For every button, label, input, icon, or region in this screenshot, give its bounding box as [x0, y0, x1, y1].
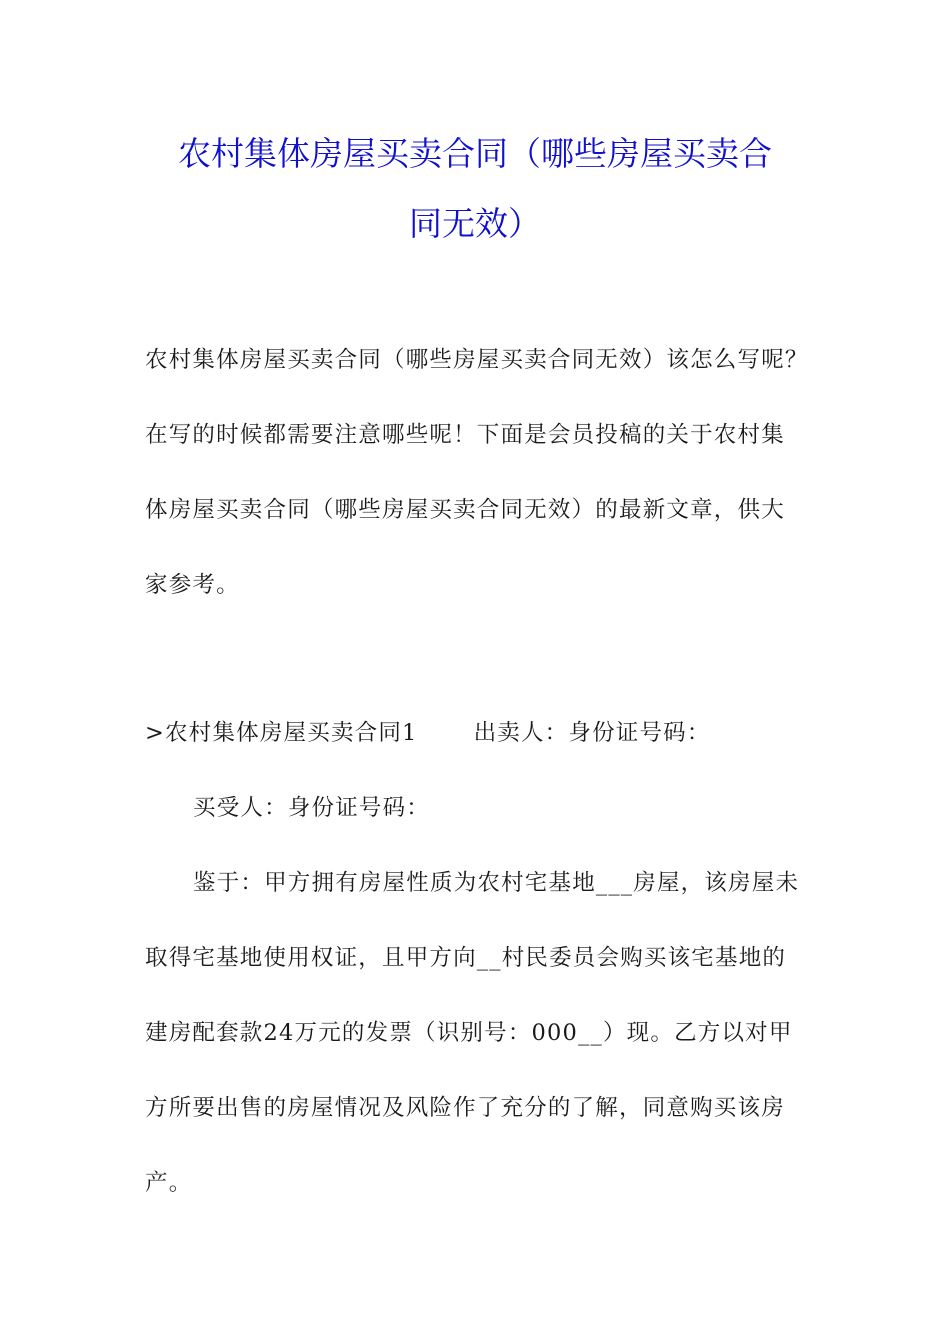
intro-line-3: 体房屋买卖合同（哪些房屋买卖合同无效）的最新文章，供大	[145, 497, 785, 523]
contract-body-line-2: 取得宅基地使用权证，且甲方向__村民委员会购买该宅基地的	[145, 945, 787, 971]
contract-body-line-3: 建房配套款24万元的发票（识别号：000__）现。乙方以对甲	[145, 1020, 793, 1046]
intro-line-4: 家参考。	[145, 572, 240, 598]
intro-line-1: 农村集体房屋买卖合同（哪些房屋买卖合同无效）该怎么写呢？	[145, 347, 809, 373]
intro-line-2: 在写的时候都需要注意哪些呢！下面是会员投稿的关于农村集	[145, 422, 785, 448]
seller-field: 出卖人：身份证号码：	[473, 720, 711, 746]
document-title-line-1: 农村集体房屋买卖合同（哪些房屋买卖合	[178, 134, 772, 173]
contract-heading-line	[145, 720, 825, 746]
contract-body-line-5: 产。	[145, 1170, 193, 1196]
contract-heading: >农村集体房屋买卖合同1	[145, 720, 418, 746]
buyer-field: 买受人：身份证号码：	[193, 795, 431, 821]
document-title-line-2: 同无效）	[409, 204, 541, 243]
contract-body-line-1: 鉴于：甲方拥有房屋性质为农村宅基地___房屋，该房屋未	[193, 870, 800, 896]
contract-body-line-4: 方所要出售的房屋情况及风险作了充分的了解，同意购买该房	[145, 1095, 785, 1121]
